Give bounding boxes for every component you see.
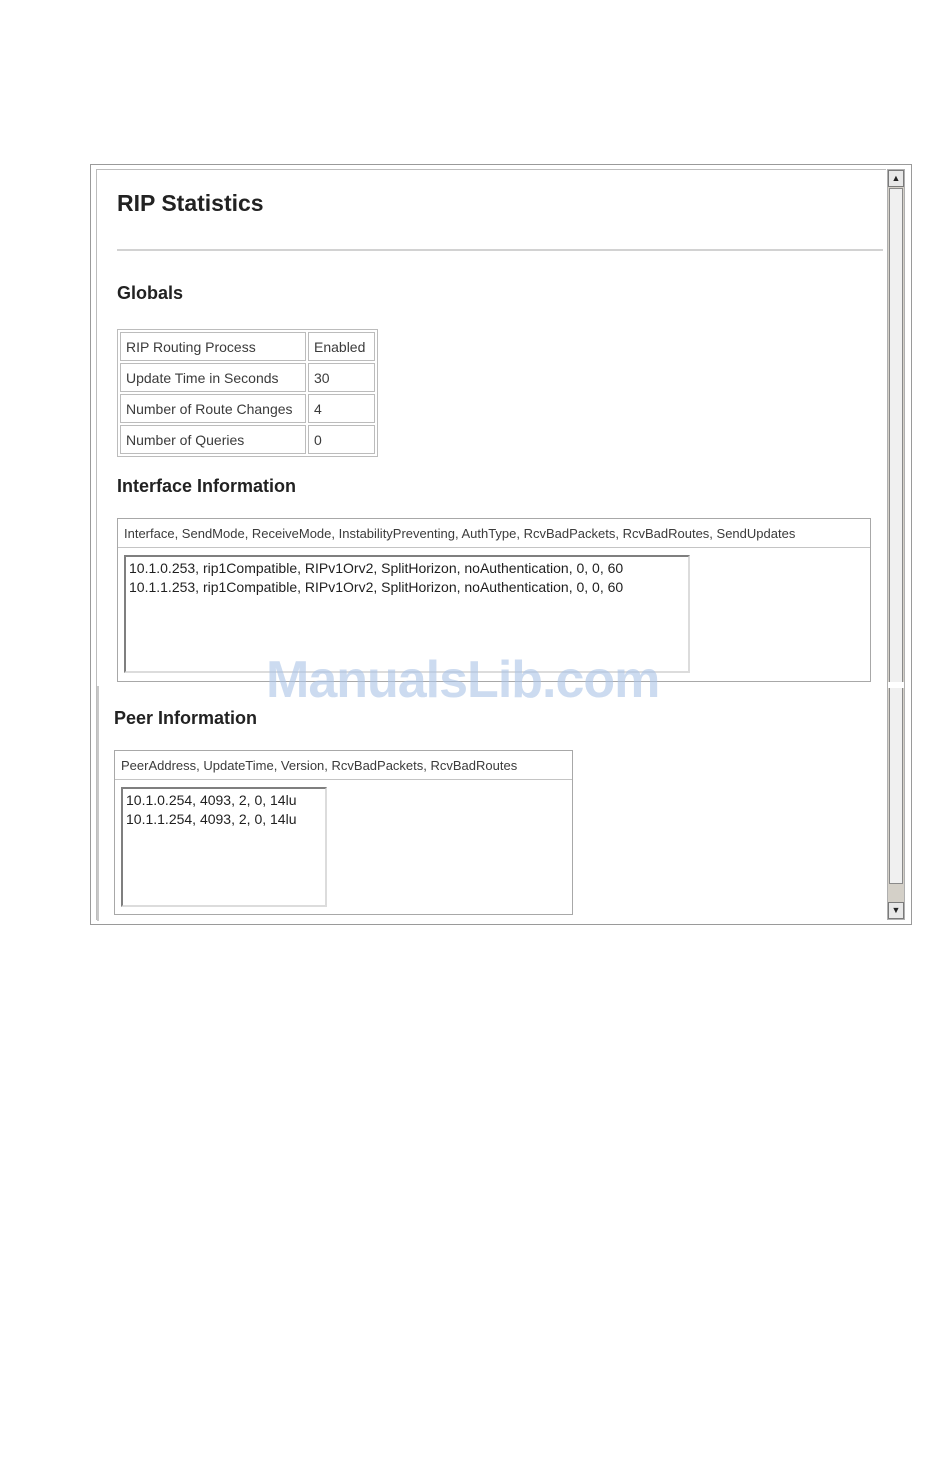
vertical-scrollbar[interactable] xyxy=(887,169,905,920)
interface-info-title: Interface Information xyxy=(117,476,297,496)
globals-table xyxy=(117,329,378,457)
globals-value: 4 xyxy=(308,394,375,423)
peer-info-header: PeerAddress, UpdateTime, Version, RcvBadPackets, RcvBadRoutes xyxy=(115,751,572,780)
globals-value: 30 xyxy=(308,363,375,392)
scrollbar-gap xyxy=(888,682,904,688)
page-content xyxy=(96,169,886,920)
table-row xyxy=(120,363,375,392)
globals-title: Globals xyxy=(117,283,184,303)
watermark: ManualsLib.com xyxy=(266,651,660,709)
globals-label: Number of Route Changes xyxy=(120,394,306,423)
globals-label: RIP Routing Process xyxy=(120,332,306,361)
globals-label: Number of Queries xyxy=(120,425,306,454)
peer-info-listbox[interactable] xyxy=(121,787,327,907)
title-divider xyxy=(117,249,883,251)
peer-info-title: Peer Information xyxy=(114,708,258,728)
list-item[interactable]: 10.1.1.254, 4093, 2, 0, 14lu xyxy=(126,811,297,827)
table-row xyxy=(120,332,375,361)
globals-value: 0 xyxy=(308,425,375,454)
list-item[interactable]: 10.1.1.253, rip1Compatible, RIPv1Orv2, SplitHorizon, noAuthentication, 0, 0, 60 xyxy=(129,579,624,595)
frame-edge xyxy=(97,686,99,921)
interface-info-header: Interface, SendMode, ReceiveMode, InstabilityPreventing, AuthType, RcvBadPackets, RcvBadRoutes, SendUpdates xyxy=(118,519,870,548)
scroll-up-icon[interactable]: ▲ xyxy=(888,170,904,187)
peer-info-panel xyxy=(114,750,573,915)
page-title: RIP Statistics xyxy=(117,190,264,216)
list-item[interactable]: 10.1.0.253, rip1Compatible, RIPv1Orv2, SplitHorizon, noAuthentication, 0, 0, 60 xyxy=(129,560,624,576)
scroll-thumb[interactable] xyxy=(889,188,903,884)
table-row xyxy=(120,394,375,423)
list-item[interactable]: 10.1.0.254, 4093, 2, 0, 14lu xyxy=(126,792,297,808)
globals-value: Enabled xyxy=(308,332,375,361)
globals-label: Update Time in Seconds xyxy=(120,363,306,392)
browser-window xyxy=(90,164,912,925)
scroll-down-icon[interactable]: ▼ xyxy=(888,902,904,919)
table-row xyxy=(120,425,375,454)
